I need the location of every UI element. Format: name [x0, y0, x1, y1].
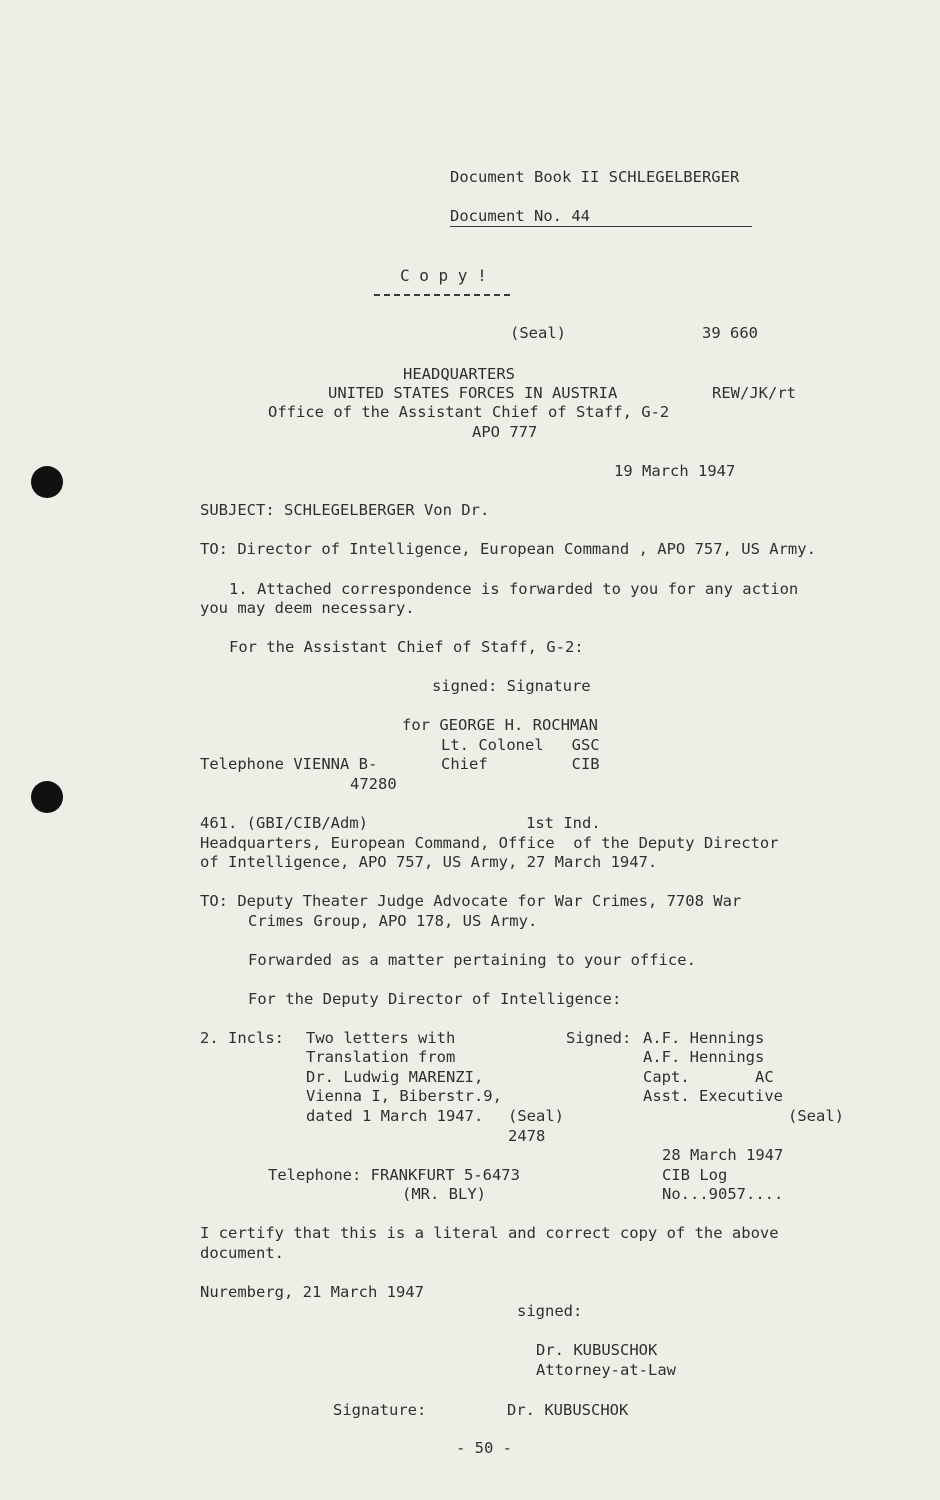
hq-line-1: HEADQUARTERS — [403, 365, 515, 383]
indorsement-line-2: Headquarters, European Command, Office of the Deputy Director — [200, 834, 779, 852]
paragraph-1-line-2: you may deem necessary. — [200, 599, 415, 617]
certify-line-1: I certify that this is a literal and correct copy of the above — [200, 1224, 779, 1242]
letter-date: 19 March 1947 — [614, 462, 736, 480]
inclosure-line: Dr. Ludwig MARENZI, — [306, 1068, 484, 1086]
signed-signature: signed: Signature — [432, 677, 591, 695]
hq-line-2: UNITED STATES FORCES IN AUSTRIA — [328, 384, 618, 402]
indorsement-line-3: of Intelligence, APO 757, US Army, 27 March 1947. — [200, 853, 658, 871]
inclosure-line: Vienna I, Biberstr.9, — [306, 1087, 502, 1105]
punch-hole-bottom — [31, 781, 63, 813]
hq-reference: REW/JK/rt — [712, 384, 796, 402]
signature-name: Dr. KUBUSCHOK — [507, 1401, 629, 1419]
hennings-line: Capt. AC — [643, 1068, 774, 1086]
telephone-frankfurt: Telephone: FRANKFURT 5-6473 — [268, 1166, 520, 1184]
signature-label: Signature: — [333, 1401, 427, 1419]
to-line-1: TO: Director of Intelligence, European Command , APO 757, US Army. — [200, 540, 816, 558]
indorsement-title: 1st Ind. — [526, 814, 601, 832]
copy-underline — [374, 294, 510, 296]
document-number-underline — [450, 226, 752, 227]
hq-line-4: APO 777 — [472, 423, 538, 441]
seal-number: 2478 — [508, 1127, 546, 1145]
inclosure-line: dated 1 March 1947. — [306, 1107, 484, 1125]
subject-line: SUBJECT: SCHLEGELBERGER Von Dr. — [200, 501, 490, 519]
to-line-2b: Crimes Group, APO 178, US Army. — [248, 912, 538, 930]
inclosure-line: Two letters with — [306, 1029, 456, 1047]
forwarded-line: Forwarded as a matter pertaining to your office. — [248, 951, 696, 969]
signer-title: Chief CIB — [441, 755, 600, 773]
cib-log-number: No...9057.... — [662, 1185, 784, 1203]
attorney-name: Dr. KUBUSCHOK — [536, 1341, 658, 1359]
telephone-contact: (MR. BLY) — [402, 1185, 486, 1203]
signer-rank: Lt. Colonel GSC — [441, 736, 600, 754]
cib-date: 28 March 1947 — [662, 1146, 784, 1164]
cib-log: CIB Log — [662, 1166, 728, 1184]
document-book-title: Document Book II SCHLEGELBERGER — [450, 168, 740, 186]
inclosure-line: Translation from — [306, 1048, 456, 1066]
certify-line-2: document. — [200, 1244, 284, 1262]
hennings-line: A.F. Hennings — [643, 1048, 765, 1066]
telephone-vienna: Telephone VIENNA B- — [200, 755, 378, 773]
signer-name: for GEORGE H. ROCHMAN — [402, 716, 598, 734]
paragraph-1-line-1: 1. Attached correspondence is forwarded to you for any action — [229, 580, 799, 598]
seal-mark-right: (Seal) — [788, 1107, 844, 1125]
page-number: - 50 - — [456, 1439, 512, 1457]
inclosures-label: 2. Incls: — [200, 1029, 284, 1047]
hq-line-3: Office of the Assistant Chief of Staff, G-2 — [268, 403, 670, 421]
seal-mark-middle: (Seal) — [508, 1107, 564, 1125]
reference-number: 39 660 — [702, 324, 758, 342]
document-number: Document No. 44 — [450, 207, 590, 225]
copy-heading: C o p y ! — [400, 266, 487, 285]
signed-label: Signed: — [566, 1029, 632, 1047]
indorsement-reference: 461. (GBI/CIB/Adm) — [200, 814, 368, 832]
place-and-date: Nuremberg, 21 March 1947 — [200, 1283, 424, 1301]
hennings-line: Asst. Executive — [643, 1087, 783, 1105]
seal-mark-top: (Seal) — [510, 324, 566, 342]
attorney-title: Attorney-at-Law — [536, 1361, 676, 1379]
to-line-2a: TO: Deputy Theater Judge Advocate for War Crimes, 7708 War — [200, 892, 742, 910]
punch-hole-top — [31, 466, 63, 498]
for-assistant-chief: For the Assistant Chief of Staff, G-2: — [229, 638, 584, 656]
hennings-line: A.F. Hennings — [643, 1029, 765, 1047]
telephone-vienna-number: 47280 — [350, 775, 397, 793]
signed-label-2: signed: — [517, 1302, 583, 1320]
for-deputy-director: For the Deputy Director of Intelligence: — [248, 990, 622, 1008]
